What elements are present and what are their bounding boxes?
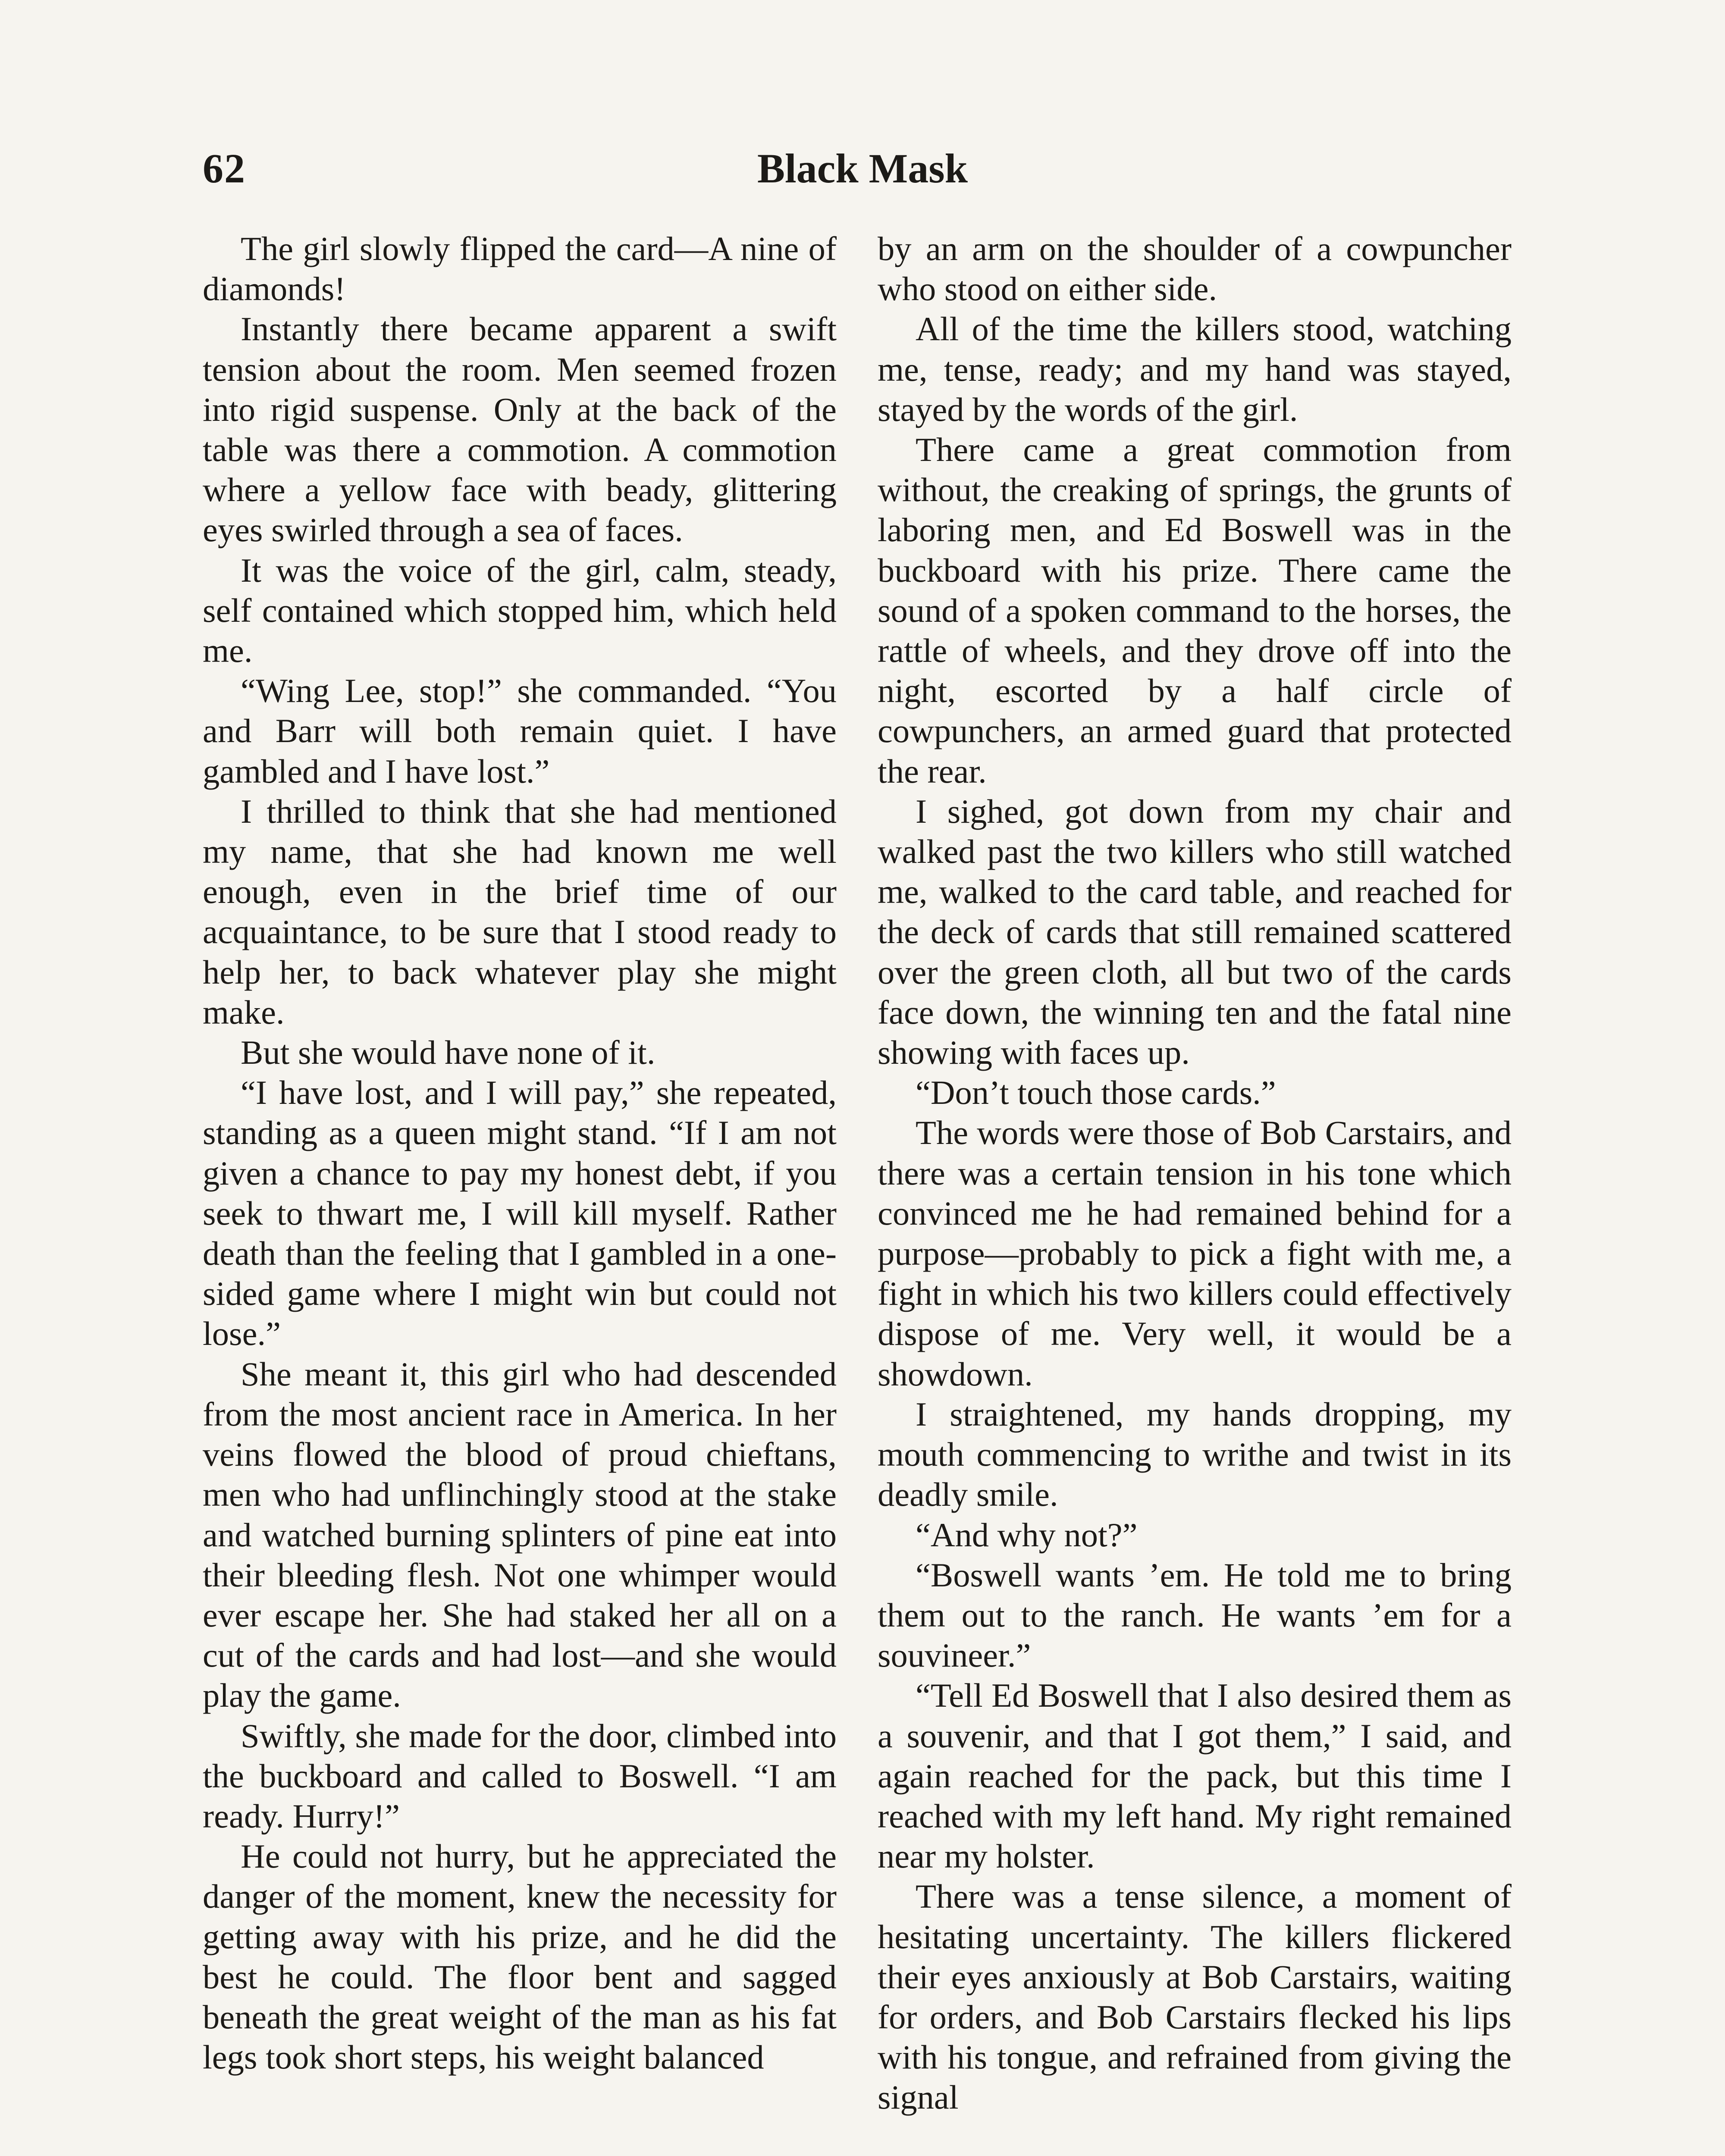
paragraph: The words were those of Bob Carstairs, and there was a certain tension in his tone which convinced me he had remained behind for a purpose—probably to pick a fight with me, a fight in which his two killers could effectively dispose of me. Very well, it would be a showdown. [878, 1114, 1512, 1393]
paragraph: There was a tense silence, a moment of hesitating uncertainty. The killers flickered their eyes anxiously at Bob Carstairs, waiting for orders, and Bob Carstairs flecked his lips with his tongue, and refrained from giving the signal [878, 1877, 1512, 2116]
paragraph-continued: by an arm on the shoulder of a cowpuncher who stood on either side. [878, 230, 1512, 308]
paragraph: I sighed, got down from my chair and walked past the two killers who still watched me, walked to the card table, and reached for the deck of cards that still remained scattered over the green cloth, all but two of the cards face down, the winning ten and the fatal nine showing with faces up. [878, 792, 1512, 1072]
paragraph: Swiftly, she made for the door, climbed into the buckboard and called to Boswell. “I am ready. Hurry!” [203, 1717, 837, 1835]
paragraph: She meant it, this girl who had descended from the most ancient race in America. In her veins flowed the blood of proud chieftans, men who had unflinchingly stood at the stake and watched burning splinters of pine eat into their bleeding flesh. Not one whimper would ever escape her. She had staked her all on a cut of the cards and had lost—and she would play the game. [203, 1355, 837, 1714]
paragraph: It was the voice of the girl, calm, steady, self contained which stopped him, which held me. [203, 551, 837, 670]
left-column [203, 229, 837, 2156]
running-title: Black Mask [757, 145, 968, 191]
paragraph: “I have lost, and I will pay,” she repeated, standing as a queen might stand. “If I am not given a chance to pay my honest debt, if you seek to thwart me, I will kill myself. Rather death than the feeling that I gambled in a one-sided game where I might win but could not lose.” [203, 1074, 837, 1353]
paragraph: “Tell Ed Boswell that I also desired them as a souvenir, and that I got them,” I said, and again reached for the pack, but this time I reached with my left hand. My right remained near my holster. [878, 1677, 1512, 1875]
paragraph: There came a great commotion from without, the creaking of springs, the grunts of laboring men, and Ed Boswell was in the buckboard with his prize. There came the sound of a spoken command to the horses, the rattle of wheels, and they drove off into the night, escorted by a half circle of cowpunchers, an armed guard that protected the rear. [878, 431, 1512, 790]
body-text [203, 229, 1512, 2156]
paragraph: Instantly there became apparent a swift tension about the room. Men seemed frozen into rigid suspense. Only at the back of the table was there a commotion. A commotion where a yellow face with beady, glittering eyes swirled through a sea of faces. [203, 310, 837, 549]
paragraph: “Wing Lee, stop!” she commanded. “You and Barr will both remain quiet. I have gambled and I have lost.” [203, 672, 837, 790]
paragraph: He could not hurry, but he appreciated the danger of the moment, knew the necessity for getting away with his prize, and he did the best he could. The floor bent and sagged beneath the great weight of the man as his fat legs took short steps, his weight balanced [203, 1837, 837, 2076]
page-header [203, 144, 1522, 196]
paragraph: I straightened, my hands dropping, my mouth commencing to writhe and twist in its deadly smile. [878, 1395, 1512, 1514]
right-column [878, 229, 1512, 2156]
paragraph: The girl slowly flipped the card—A nine of diamonds! [203, 230, 837, 308]
paragraph: I thrilled to think that she had mentioned my name, that she had known me well enough, even in the brief time of our acquaintance, to be sure that I stood ready to help her, to back whatever play she might make. [203, 792, 837, 1031]
paragraph: All of the time the killers stood, watching me, tense, ready; and my hand was stayed, stayed by the words of the girl. [878, 310, 1512, 428]
page-number: 62 [203, 145, 246, 191]
paragraph: But she would have none of it. [241, 1034, 656, 1072]
paragraph: “And why not?” [916, 1516, 1138, 1554]
paragraph: “Boswell wants ’em. He told me to bring them out to the ranch. He wants ’em for a souvineer.” [878, 1556, 1512, 1674]
paragraph: “Don’t touch those cards.” [916, 1074, 1276, 1112]
